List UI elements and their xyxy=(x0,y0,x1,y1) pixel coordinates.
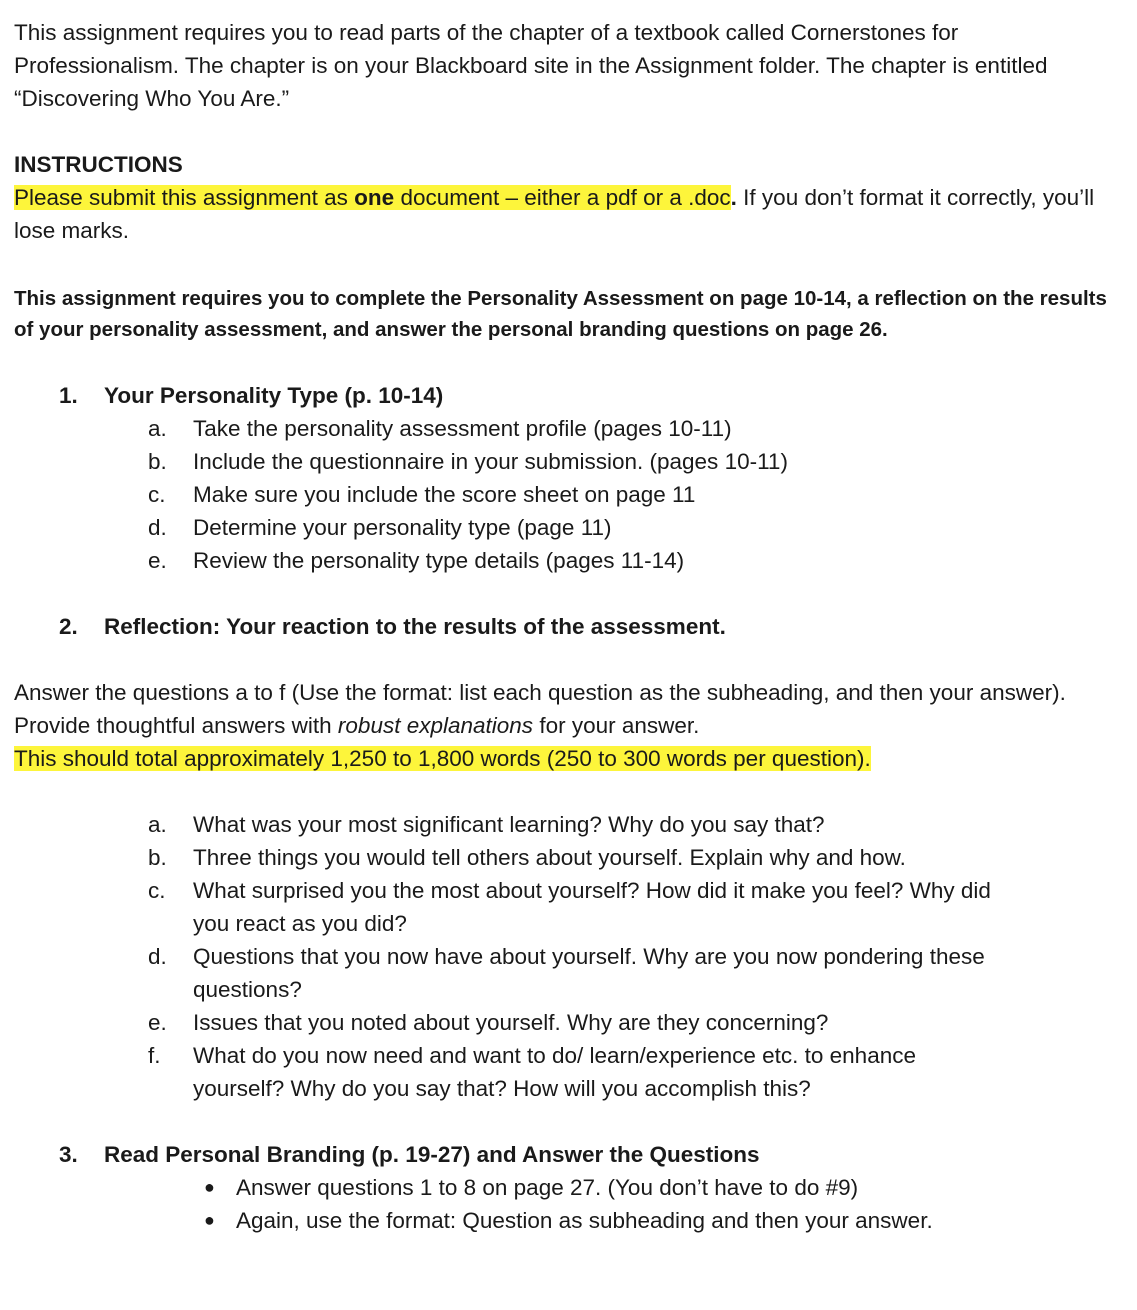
word-count-highlight: This should total approximately 1,250 to 1,800 words (250 to 300 words per question). xyxy=(14,746,871,771)
item-letter: e. xyxy=(148,1010,167,1035)
section-3-number: 3. xyxy=(59,1142,78,1167)
item-text: What surprised you the most about yourself? How did it make you feel? Why did you react as you did? xyxy=(193,878,991,936)
item-letter: d. xyxy=(148,515,167,540)
section-1-title: Your Personality Type (p. 10-14) xyxy=(104,383,444,408)
item-letter: a. xyxy=(148,812,167,837)
list-item xyxy=(14,544,1117,577)
list-item xyxy=(14,841,1117,874)
item-text: What was your most significant learning? Why do you say that? xyxy=(193,812,825,837)
item-letter: b. xyxy=(148,449,167,474)
intro-paragraph: This assignment requires you to read parts of the chapter of a textbook called Cornerstones for Professionalism. The chapter is on your Blackboard site in the Assignment folder. The chapter is entitled “Discovering Who You Are.” xyxy=(14,20,1048,111)
item-letter: a. xyxy=(148,416,167,441)
submit-instruction xyxy=(14,181,1117,247)
bullet-icon: ● xyxy=(204,1210,215,1230)
item-text: Issues that you noted about yourself. Why are they concerning? xyxy=(193,1010,829,1035)
section-2-heading xyxy=(14,610,1117,643)
thoughtful-text-1: Provide thoughtful answers with xyxy=(14,713,338,738)
item-letter: c. xyxy=(148,878,166,903)
answer-format-paragraph: Answer the questions a to f (Use the format: list each question as the subheading, and then your answer). xyxy=(14,680,1066,705)
item-letter: b. xyxy=(148,845,167,870)
list-item xyxy=(14,1204,1117,1237)
item-text: Answer questions 1 to 8 on page 27. (You don’t have to do #9) xyxy=(236,1175,859,1200)
list-item xyxy=(14,808,1117,841)
list-item xyxy=(14,412,1117,445)
item-letter: f. xyxy=(148,1043,161,1068)
section-1-heading xyxy=(14,379,1117,412)
submit-highlight xyxy=(14,185,731,210)
submit-text-2: document – either a pdf or a .doc xyxy=(394,185,731,210)
bullet-icon: ● xyxy=(204,1177,215,1197)
section-2-number: 2. xyxy=(59,614,78,639)
list-item xyxy=(14,511,1117,544)
requirements-paragraph: This assignment requires you to complete the Personality Assessment on page 10-14, a reflection on the results of your personality assessment, and answer the personal branding questions on page 26. xyxy=(14,287,1107,341)
item-letter: d. xyxy=(148,944,167,969)
item-text: Take the personality assessment profile (pages 10-11) xyxy=(193,416,732,441)
list-item xyxy=(14,1039,1117,1105)
list-item xyxy=(14,940,1117,1006)
item-text: Determine your personality type (page 11) xyxy=(193,515,612,540)
spacer xyxy=(14,1105,1117,1138)
thoughtful-emphasis: robust explanations xyxy=(337,713,534,738)
thoughtful-text-2: for your answer. xyxy=(533,713,700,738)
item-text: Again, use the format: Question as subheading and then your answer. xyxy=(236,1208,933,1233)
section-3-list xyxy=(14,1171,1117,1237)
section-2-list xyxy=(14,808,1117,1105)
instructions-heading: INSTRUCTIONS xyxy=(14,152,183,177)
section-3-heading xyxy=(14,1138,1117,1171)
list-item xyxy=(14,445,1117,478)
item-letter: c. xyxy=(148,482,166,507)
item-text: Include the questionnaire in your submission. (pages 10-11) xyxy=(193,449,788,474)
item-text: Review the personality type details (pages 11-14) xyxy=(193,548,685,573)
item-text: Questions that you now have about yourself. Why are you now pondering these questions? xyxy=(193,944,985,1002)
thoughtful-paragraph xyxy=(14,709,1117,742)
section-3-title: Read Personal Branding (p. 19-27) and Answer the Questions xyxy=(104,1142,760,1167)
submit-period: . xyxy=(730,185,737,210)
submit-text-bold: one xyxy=(354,185,395,210)
list-item xyxy=(14,1171,1117,1204)
section-1-list xyxy=(14,412,1117,577)
list-item xyxy=(14,874,1117,940)
item-text: Three things you would tell others about yourself. Explain why and how. xyxy=(193,845,906,870)
item-text: What do you now need and want to do/ learn/experience etc. to enhance yourself? Why do you say that? How will you accomplish this? xyxy=(193,1043,916,1101)
submit-text-1: Please submit this assignment as xyxy=(14,185,355,210)
spacer xyxy=(14,247,1117,280)
spacer xyxy=(14,643,1117,676)
item-letter: e. xyxy=(148,548,167,573)
spacer xyxy=(14,577,1117,610)
item-text: Make sure you include the score sheet on page 11 xyxy=(193,482,696,507)
section-2-title: Reflection: Your reaction to the results of the assessment. xyxy=(104,614,726,639)
spacer xyxy=(14,345,1117,379)
list-item xyxy=(14,478,1117,511)
section-1-number: 1. xyxy=(59,383,78,408)
spacer xyxy=(14,775,1117,808)
submit-text-rest: If you don’t format it correctly, you’ll lose marks. xyxy=(14,185,1095,243)
word-count-paragraph xyxy=(14,742,1117,775)
list-item xyxy=(14,1006,1117,1039)
spacer xyxy=(14,115,1117,148)
